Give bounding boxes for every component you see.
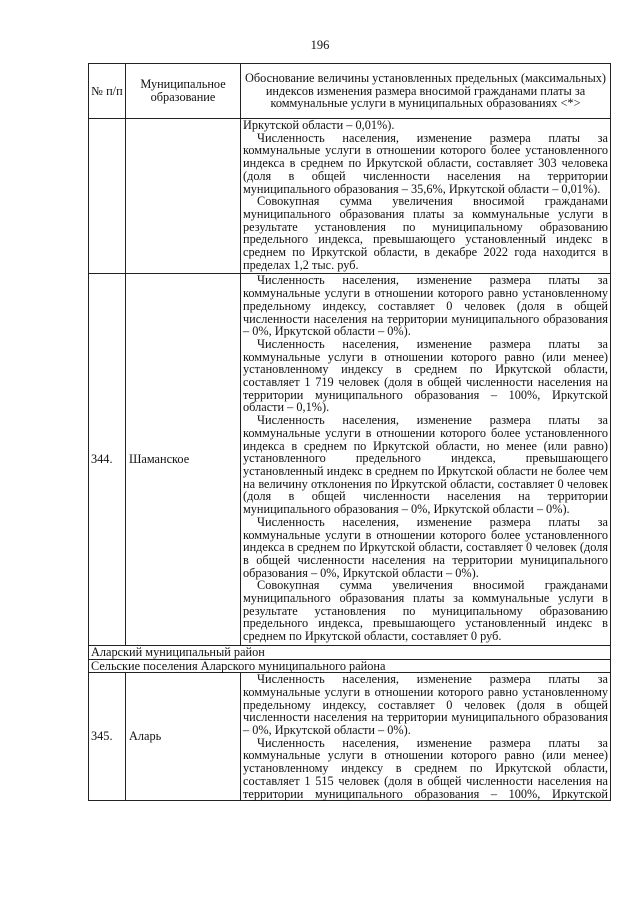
cell-reason xyxy=(241,673,611,801)
section-district: Аларский муниципальный район xyxy=(89,645,611,659)
municipality-name: Шаманское xyxy=(126,274,241,645)
row-number: 344. xyxy=(89,274,126,645)
row-number: 345. xyxy=(89,673,126,801)
table-header-row xyxy=(89,64,611,119)
header-municipality: Муниципальное образование xyxy=(126,64,241,119)
header-number: № п/п xyxy=(89,64,126,119)
section-rural-row xyxy=(89,659,611,673)
municipality-name: Аларь xyxy=(126,673,241,801)
table-row-continuation xyxy=(89,119,611,274)
paragraph: Численность населения, изменение размера платы за коммунальные услуги в отношении которого равно (или менее) установленному индексу в среднем по Иркутской области, составляет 1 719 человек (доля в общей численности населения на территории муниципального образования – 100%, Иркутской области – 0,1%). xyxy=(243,336,608,415)
paragraph: Численность населения, изменение размера платы за коммунальные услуги в отношении которого более установленного индекса в среднем по Иркутской области, составляет 0 человек (доля в общей численности населения на территории муниципального образования – 0%, Иркутской области – 0%). xyxy=(243,514,608,580)
paragraph: Совокупная сумма увеличения вносимой гражданами муниципального образования платы за коммунальные услуги в результате установления по муниципальному образованию предельного индекса, превышающего установленный индекс в среднем по Иркутской области, составляет 0 руб. xyxy=(243,578,608,644)
paragraph: Численность населения, изменение размера платы за коммунальные услуги в отношении которого более установленного индекса в среднем по Иркутской области, но менее (или равно) установленного предельного индекса, превышающего установленный индекс в среднем по Иркутской области не более чем на величину отклонения по Иркутской области, составляет 0 человек (доля в общей численности населения на территории муниципального образования – 0%, Иркутской области – 0%). xyxy=(243,413,608,517)
paragraph: Иркутской области – 0,01%). xyxy=(243,118,395,132)
section-district-row xyxy=(89,645,611,659)
paragraph: Численность населения, изменение размера платы за коммунальные услуги в отношении которого равно установленному предельному индексу, составляет 0 человек (доля в общей численности населения на территории муниципального образования – 0%, Иркутской области – 0%). xyxy=(243,672,608,738)
page-number: 196 xyxy=(310,38,330,52)
table-row-344 xyxy=(89,274,611,645)
cell-reason xyxy=(241,119,611,274)
cell-number-empty xyxy=(89,119,126,274)
table-row-345 xyxy=(89,673,611,801)
paragraph: Численность населения, изменение размера платы за коммунальные услуги в отношении которого более установленного индекса в среднем по Иркутской области, составляет 303 человека (доля в общей численности населения на территории муниципального образования – 35,6%, Иркутской области – 0,01%). xyxy=(243,130,608,196)
cell-name-empty xyxy=(126,119,241,274)
section-rural: Сельские поселения Аларского муниципального района xyxy=(89,659,611,673)
header-reason: Обоснование величины установленных предельных (максимальных) индексов изменения размера вносимой гражданами платы за коммунальные услуги в муниципальных образованиях <*> xyxy=(241,64,611,119)
paragraph: Численность населения, изменение размера платы за коммунальные услуги в отношении которого равно установленному предельному индексу, составляет 0 человек (доля в общей численности населения на территории муниципального образования – 0%, Иркутской области – 0%). xyxy=(243,273,608,339)
indices-table xyxy=(88,63,611,801)
paragraph: Совокупная сумма увеличения вносимой гражданами муниципального образования платы за коммунальные услуги в результате установления по муниципальному образованию предельного индекса, превышающего установленный индекс в среднем по Иркутской области, в декабре 2022 года находится в пределах 1,2 тыс. руб. xyxy=(243,194,608,272)
paragraph: Численность населения, изменение размера платы за коммунальные услуги в отношении которого равно (или менее) установленному индексу в среднем по Иркутской области, составляет 1 515 человек (доля в общей численности населения на территории муниципального образования – 100%, Иркутской xyxy=(243,735,608,801)
cell-reason xyxy=(241,274,611,645)
